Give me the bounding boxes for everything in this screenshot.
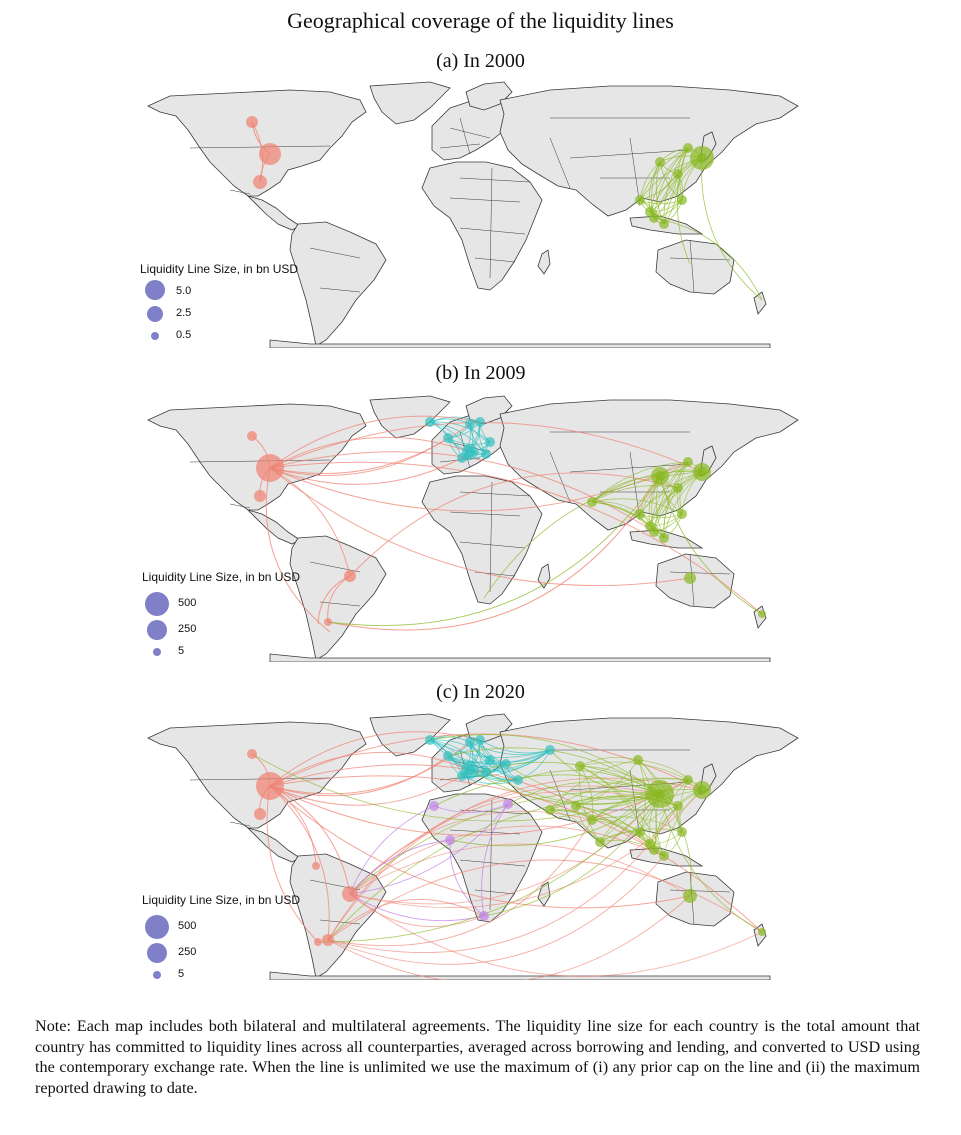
country-bubble <box>461 761 479 779</box>
country-bubble <box>479 911 489 921</box>
legend-label: 5.0 <box>176 285 192 297</box>
legend-label: 250 <box>178 623 197 635</box>
country-bubble <box>342 886 358 902</box>
country-bubble <box>571 801 581 811</box>
country-bubble <box>651 467 669 485</box>
legend-title: Liquidity Line Size, in bn USD <box>140 262 299 276</box>
legend-dot-small <box>153 971 161 979</box>
legend-dot-large <box>145 280 165 300</box>
country-bubble <box>690 146 714 170</box>
legend-dot-small <box>153 648 161 656</box>
country-bubble <box>485 437 495 447</box>
country-bubble <box>645 207 655 217</box>
country-bubble <box>635 827 645 837</box>
country-bubble <box>256 772 284 800</box>
country-bubble <box>314 938 322 946</box>
antarctica-edge <box>270 972 770 980</box>
legend-dot-small <box>151 332 159 340</box>
figure-title: Geographical coverage of the liquidity lines <box>287 8 674 33</box>
country-bubble <box>425 417 435 427</box>
central-america <box>248 196 300 230</box>
country-bubble <box>247 431 257 441</box>
country-bubble <box>659 219 669 229</box>
panel-a-title: (a) In 2000 <box>436 50 525 72</box>
country-bubble <box>633 755 643 765</box>
greenland <box>370 714 450 756</box>
africa <box>422 162 542 290</box>
legend-2009 <box>142 570 300 664</box>
country-bubble <box>429 801 439 811</box>
country-bubble <box>481 449 491 459</box>
country-bubble <box>758 610 766 618</box>
country-bubble <box>758 928 766 936</box>
country-bubble <box>465 419 475 429</box>
country-bubble <box>683 143 693 153</box>
central-america <box>248 828 300 862</box>
country-bubble <box>475 417 485 427</box>
country-bubble <box>683 457 693 467</box>
legend-label: 2.5 <box>176 307 192 319</box>
country-bubble <box>595 837 605 847</box>
country-bubble <box>635 195 645 205</box>
country-bubble <box>513 775 523 785</box>
madagascar <box>538 250 550 274</box>
legend-label: 0.5 <box>176 329 192 341</box>
country-bubble <box>677 827 687 837</box>
country-bubble <box>425 735 435 745</box>
panel-c-title: (c) In 2020 <box>436 681 525 703</box>
country-bubble <box>501 759 511 769</box>
country-bubble <box>481 767 491 777</box>
country-bubble <box>673 483 683 493</box>
country-bubble <box>659 851 669 861</box>
country-bubble <box>254 490 266 502</box>
country-bubble <box>693 463 711 481</box>
country-bubble <box>684 572 696 584</box>
legend-title: Liquidity Line Size, in bn USD <box>142 570 301 584</box>
antarctica-edge <box>270 654 770 662</box>
australia <box>656 240 734 294</box>
country-bubble <box>645 839 655 849</box>
country-bubble <box>545 805 555 815</box>
central-america <box>248 510 300 544</box>
africa <box>422 476 542 604</box>
country-bubble <box>253 175 267 189</box>
country-bubble <box>344 570 356 582</box>
country-bubble <box>677 195 687 205</box>
country-bubble <box>659 533 669 543</box>
country-bubble <box>587 497 597 507</box>
legend-dot-medium <box>147 306 163 322</box>
legend-2000 <box>140 262 298 348</box>
legend-dot-large <box>145 915 169 939</box>
country-bubble <box>443 751 453 761</box>
country-bubble <box>677 509 687 519</box>
south-america <box>290 222 386 346</box>
legend-label: 250 <box>178 946 197 958</box>
country-bubble <box>655 157 665 167</box>
country-bubble <box>259 143 281 165</box>
country-bubble <box>465 737 475 747</box>
country-bubble <box>693 781 711 799</box>
legend-dot-medium <box>147 620 167 640</box>
country-bubble <box>645 521 655 531</box>
panel-b-title: (b) In 2009 <box>435 362 526 384</box>
country-bubble <box>247 749 257 759</box>
country-bubble <box>673 801 683 811</box>
country-bubble <box>683 889 697 903</box>
country-bubble <box>462 444 478 460</box>
legend-2020 <box>142 893 300 987</box>
legend-dot-large <box>145 592 169 616</box>
country-bubble <box>246 116 258 128</box>
antarctica-edge <box>270 340 770 348</box>
country-bubble <box>673 169 683 179</box>
country-bubble <box>443 433 453 443</box>
country-bubble <box>635 509 645 519</box>
legend-label: 5 <box>178 968 185 980</box>
country-bubble <box>324 618 332 626</box>
country-bubble <box>545 745 555 755</box>
greenland <box>370 82 450 124</box>
country-bubble <box>254 808 266 820</box>
country-bubble <box>646 780 674 808</box>
figure-note: Note: Each map includes both bilateral and multilateral agreements. The liquidity line size for each country is the total amount that country has committed to liquidity lines across all counterparties, averaged across borrowing and lending, and converted to USD using the contemporary exchange rate. When the line is unlimited we use the maximum of (i) any prior cap on the line and (ii) the maximum reported drawing to date. <box>35 1017 920 1097</box>
legend-label: 500 <box>178 597 197 609</box>
europe <box>432 100 512 160</box>
country-bubble <box>587 815 597 825</box>
legend-label: 5 <box>178 645 185 657</box>
country-bubble <box>312 862 320 870</box>
legend-title: Liquidity Line Size, in bn USD <box>142 893 301 907</box>
country-bubble <box>683 775 693 785</box>
country-bubble <box>575 761 585 771</box>
country-bubble <box>503 799 513 809</box>
country-bubble <box>485 755 495 765</box>
country-bubble <box>475 735 485 745</box>
legend-dot-medium <box>147 943 167 963</box>
country-bubble <box>445 835 455 845</box>
country-bubble <box>322 934 334 946</box>
legend-label: 500 <box>178 920 197 932</box>
country-bubble <box>256 454 284 482</box>
